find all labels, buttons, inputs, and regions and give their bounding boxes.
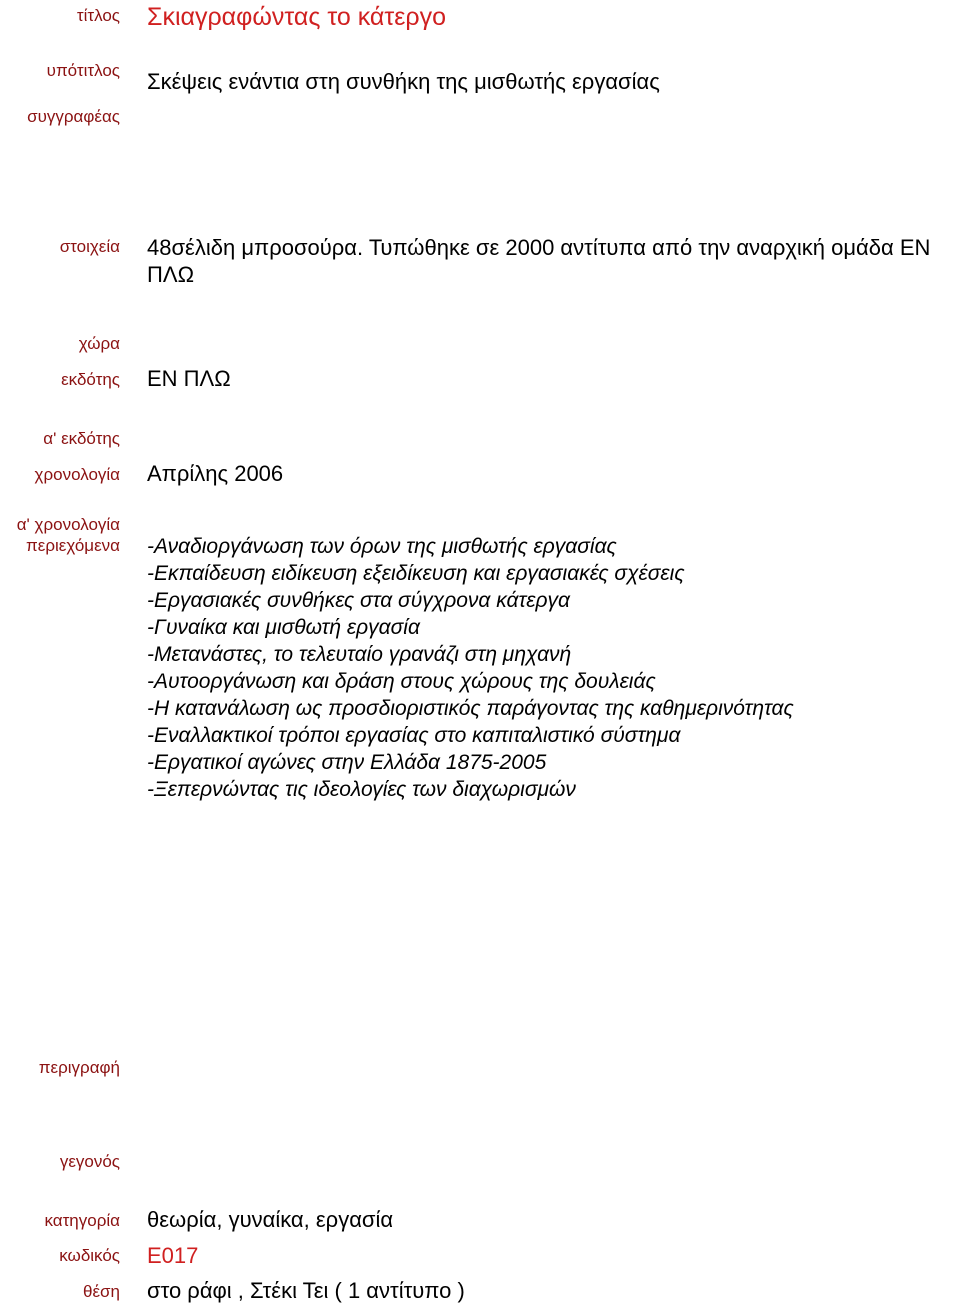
contents-item: -Αυτοοργάνωση και δράση στους χώρους της δουλειάς bbox=[147, 670, 656, 693]
label-date: χρονολογία bbox=[34, 465, 120, 484]
subtitle-value: Σκέψεις ενάντια στη συνθήκη της μισθωτής εργασίας bbox=[147, 69, 660, 94]
code-value: Ε017 bbox=[147, 1243, 199, 1268]
contents-item: -Μετανάστες, το τελευταίο γρανάζι στη μηχανή bbox=[147, 643, 572, 666]
label-code: κωδικός bbox=[59, 1246, 120, 1265]
label-description: περιγραφή bbox=[38, 1058, 120, 1077]
details-value: 48σέλιδη μπροσούρα. Τυπώθηκε σε 2000 αντίτυπα από την αναρχική ομάδα ΕΝ ΠΛΩ bbox=[147, 235, 931, 287]
contents-item: -Εργατικοί αγώνες στην Ελλάδα 1875-2005 bbox=[147, 751, 547, 774]
label-subtitle: υπότιτλος bbox=[46, 61, 120, 80]
label-first-date: α' χρονολογία bbox=[16, 515, 120, 534]
category-value: θεωρία, γυναίκα, εργασία bbox=[147, 1207, 394, 1232]
contents-item: -Εναλλακτικοί τρόποι εργασίας στο καπιταλιστικό σύστημα bbox=[147, 724, 681, 747]
label-category: κατηγορία bbox=[44, 1211, 120, 1230]
title-value: Σκιαγραφώντας το κάτεργο bbox=[147, 3, 446, 31]
contents-item: -Η κατανάλωση ως προσδιοριστικός παράγοντας της καθημερινότητας bbox=[147, 697, 794, 720]
contents-item: -Εργασιακές συνθήκες στα σύγχρονα κάτεργα bbox=[147, 589, 571, 612]
date-value: Απρίλης 2006 bbox=[147, 461, 284, 486]
contents-list bbox=[147, 533, 794, 803]
label-details: στοιχεία bbox=[59, 237, 120, 256]
publisher-value: ΕΝ ΠΛΩ bbox=[147, 366, 231, 391]
location-value: στο ράφι , Στέκι Τει ( 1 αντίτυπο ) bbox=[147, 1278, 465, 1303]
label-location: θέση bbox=[83, 1282, 120, 1301]
label-author: συγγραφέας bbox=[27, 107, 120, 126]
contents-item: -Αναδιοργάνωση των όρων της μισθωτής εργασίας bbox=[147, 535, 617, 558]
contents-item: -Ξεπερνώντας τις ιδεολογίες των διαχωρισμών bbox=[147, 778, 576, 801]
label-publisher: εκδότης bbox=[61, 370, 120, 389]
contents-item: -Γυναίκα και μισθωτή εργασία bbox=[147, 616, 420, 639]
label-contents: περιεχόμενα bbox=[26, 536, 120, 555]
label-country: χώρα bbox=[78, 334, 120, 353]
label-event: γεγονός bbox=[59, 1152, 120, 1171]
contents-item: -Εκπαίδευση ειδίκευση εξειδίκευση και εργασιακές σχέσεις bbox=[147, 562, 685, 585]
label-first-publisher: α' εκδότης bbox=[43, 429, 120, 448]
label-title: τίτλος bbox=[76, 6, 120, 25]
